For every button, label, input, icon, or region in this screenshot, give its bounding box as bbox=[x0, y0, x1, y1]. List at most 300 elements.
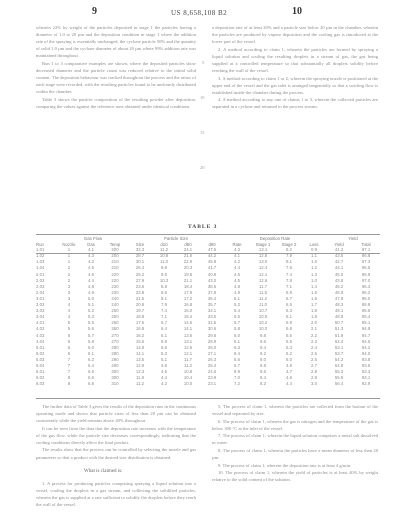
table-cell: 4.4 bbox=[286, 381, 293, 387]
table-cell: 8 bbox=[67, 375, 71, 381]
table-cell: 2.9 bbox=[311, 375, 318, 381]
table-cell: 96.9 bbox=[361, 271, 371, 277]
table-cell: 5.5 bbox=[234, 314, 241, 320]
table-cell: 96.8 bbox=[361, 253, 371, 259]
left-column-bottom bbox=[36, 403, 196, 465]
line-number: 10 bbox=[200, 95, 205, 100]
table-cell: 5.2 bbox=[88, 308, 94, 314]
table-cell: 4.6 bbox=[234, 271, 241, 277]
table-cell: 2.0 bbox=[311, 320, 318, 326]
table-cell: 6.8 bbox=[88, 381, 94, 387]
table-cell: 230 bbox=[111, 283, 119, 289]
column-header: Temp bbox=[109, 241, 121, 247]
table-cell: 11.7 bbox=[259, 283, 268, 289]
table-cell: 4.3 bbox=[234, 247, 241, 253]
table-cell: 12.8 bbox=[258, 253, 268, 259]
table-cell: 3.0 bbox=[311, 381, 318, 387]
table-cell: 12.6 bbox=[183, 344, 193, 350]
table-cell: 92.9 bbox=[361, 381, 371, 387]
table-cell: 35.7 bbox=[207, 302, 217, 308]
paragraph: The further data of Table 3 gives the results of the deposition runs in the continuous operating mode and shows that particle sizes of less than 20 µm can be obtained consistently while the yield remains above 40% throughout. bbox=[36, 404, 196, 424]
table-cell: 40.9 bbox=[207, 271, 217, 277]
table-cell: 9.8 bbox=[260, 332, 267, 338]
claim: 5. The process of claim 1, wherein the particles are collected from the bottom of the vessel and separated by size. bbox=[212, 404, 378, 417]
table-cell: 44.2 bbox=[207, 253, 217, 259]
column-header: Loss bbox=[309, 241, 319, 247]
table-cell: 1.1 bbox=[311, 253, 318, 259]
table-cell: 5.3 bbox=[161, 350, 167, 356]
table-cell: 260 bbox=[111, 326, 119, 332]
table-cell: 2.6 bbox=[311, 356, 318, 362]
table-cell: 94.7 bbox=[361, 332, 371, 338]
claim: 1. A process for producing particles comprising spraying a liquid solution into a vessel, cooling the droplets in a gas stream, and collecting the solidified particles, wherein the gas is supplied at a rate sufficient to solidify the droplets before they reach the wall of the vessel. bbox=[36, 481, 196, 508]
table-cell: 5 bbox=[67, 326, 71, 332]
table-cell: 8.1 bbox=[161, 295, 167, 301]
table-cell: 5.2 bbox=[234, 302, 241, 308]
table-cell: 4.9 bbox=[88, 289, 94, 295]
table-cell: 6 bbox=[67, 350, 71, 356]
table-cell: 4 bbox=[67, 308, 71, 314]
table-cell: 11.5 bbox=[259, 289, 268, 295]
table-cell: 5.7 bbox=[234, 320, 241, 326]
table-cell: 4.4 bbox=[88, 277, 94, 283]
table-cell: 4.02 bbox=[36, 326, 45, 332]
table-cell: 11.7 bbox=[183, 356, 193, 362]
table-cell: 21.6 bbox=[183, 253, 193, 259]
table-cell: 4.3 bbox=[88, 253, 94, 259]
table-body bbox=[36, 247, 380, 387]
table-cell: 93.8 bbox=[361, 356, 371, 362]
table-cell: 12.1 bbox=[183, 350, 193, 356]
claim: 6. The process of claim 1, wherein the gas is nitrogen and the temperature of the gas is below 300 °C at the inlet of the vessel. bbox=[212, 418, 378, 431]
table-cell: 1.8 bbox=[311, 308, 318, 314]
table-cell: 32.3 bbox=[135, 247, 145, 253]
table-cell: 13.0 bbox=[258, 259, 268, 265]
column-header: Run bbox=[36, 241, 44, 247]
claim: 7. The process of claim 1, wherein the liquid solution comprises a metal salt dissolved in water. bbox=[212, 433, 378, 446]
table-cell: 1 bbox=[67, 253, 71, 259]
table-cell: 1.02 bbox=[36, 253, 45, 259]
table-cell: 12.3 bbox=[135, 369, 145, 375]
table-cell: 26.3 bbox=[207, 356, 217, 362]
claim: 4. A method according to any one of claims 1 to 3, wherein the collected particles are separated in a cyclone and returned to the process stream. bbox=[212, 97, 378, 110]
table-cell: 8 bbox=[67, 381, 71, 387]
table-cell: 47.8 bbox=[334, 295, 344, 301]
table-cell: 93.1 bbox=[361, 375, 371, 381]
table-cell: 25.4 bbox=[207, 362, 217, 368]
table-cell: 8.4 bbox=[260, 375, 267, 381]
table-cell: 9.5 bbox=[161, 271, 167, 277]
table-cell: 25.2 bbox=[135, 271, 145, 277]
table-cell: 20.9 bbox=[135, 302, 145, 308]
table-cell: 10.5 bbox=[258, 314, 268, 320]
table-cell: 1.04 bbox=[36, 265, 45, 271]
table-cell: 8.8 bbox=[260, 362, 267, 368]
table-cell: 97.1 bbox=[361, 247, 371, 253]
table-cell: 5.5 bbox=[88, 320, 94, 326]
table-cell: 1.6 bbox=[311, 295, 318, 301]
table-cell: 2.01 bbox=[36, 271, 45, 277]
table-cell: 6.0 bbox=[88, 344, 94, 350]
table-cell: 5 bbox=[67, 320, 71, 326]
table-cell: 6.5 bbox=[88, 369, 94, 375]
table-cell: 19.7 bbox=[135, 308, 145, 314]
table-cell: 210 bbox=[111, 265, 119, 271]
table-cell: 1.9 bbox=[311, 314, 318, 320]
table-cell: 5.3 bbox=[286, 344, 293, 350]
table-cell: 6.6 bbox=[234, 356, 241, 362]
table-cell: 1.2 bbox=[311, 265, 318, 271]
table-cell: 2.4 bbox=[311, 344, 318, 350]
table-cell: 1.3 bbox=[311, 271, 318, 277]
table-cell: 11.0 bbox=[159, 259, 169, 265]
table-cell: 310 bbox=[111, 381, 119, 387]
table-cell: 12.1 bbox=[258, 271, 268, 277]
table-cell: 9.2 bbox=[260, 350, 267, 356]
table-cell: 41.7 bbox=[207, 265, 217, 271]
table-cell: 18.8 bbox=[135, 314, 145, 320]
table-cell: 96.0 bbox=[361, 295, 371, 301]
table-cell: 44.1 bbox=[334, 265, 344, 271]
table-cell: 5.0 bbox=[286, 356, 293, 362]
table-bottom-rule bbox=[36, 398, 380, 399]
table-cell: 43.5 bbox=[334, 253, 344, 259]
table-cell: 6.4 bbox=[234, 350, 241, 356]
table-cell: 8.2 bbox=[286, 247, 293, 253]
table-cell: 8.8 bbox=[161, 283, 167, 289]
paragraph: a deposition rate of at least 20% and a particle size below 20 µm in the chamber, wherein the particles are produced by vapour deposition and the cooling gas is introduced at the lower part of the vessel. bbox=[212, 25, 378, 45]
table-cell: 240 bbox=[111, 302, 119, 308]
table-cell: 6.5 bbox=[286, 302, 293, 308]
table-cell: 300 bbox=[111, 375, 119, 381]
table-cell: 2.5 bbox=[311, 350, 318, 356]
table-cell: 1.4 bbox=[311, 283, 318, 289]
table-cell: 30.6 bbox=[207, 326, 217, 332]
data-table bbox=[36, 236, 380, 387]
table-cell: 6.4 bbox=[161, 326, 167, 332]
table-cell: 4.1 bbox=[234, 253, 241, 259]
table-cell: 2.03 bbox=[36, 283, 45, 289]
patent-number: US 8,658,108 B2 bbox=[171, 9, 228, 17]
table-cell: 6 bbox=[67, 344, 71, 350]
line-number: 15 bbox=[200, 130, 205, 135]
table-cell: 6.3 bbox=[234, 344, 241, 350]
table-cell: 0.9 bbox=[311, 247, 318, 253]
table-cell: 41.2 bbox=[334, 247, 344, 253]
table-cell: 300 bbox=[111, 369, 119, 375]
table-cell: 94.0 bbox=[361, 350, 371, 356]
column-header: Rate bbox=[232, 241, 242, 247]
table-cell: 18.4 bbox=[183, 283, 193, 289]
table-cell: 93.6 bbox=[361, 362, 371, 368]
table-cell: 21.5 bbox=[135, 295, 145, 301]
table-cell: 28.7 bbox=[135, 253, 145, 259]
table-cell: 51.3 bbox=[334, 326, 344, 332]
table-cell: 46.2 bbox=[334, 283, 344, 289]
table-cell: 13.6 bbox=[183, 332, 193, 338]
table-cell: 6.9 bbox=[286, 289, 293, 295]
table-cell: 95.8 bbox=[361, 302, 371, 308]
column-header: Yield bbox=[334, 241, 344, 247]
column-header: d10 bbox=[160, 241, 168, 247]
table-cell: 7.0 bbox=[234, 375, 241, 381]
table-cell: 10.0 bbox=[183, 381, 193, 387]
table-cell: 96.4 bbox=[361, 283, 371, 289]
table-cell: 12.6 bbox=[258, 277, 268, 283]
table-cell: 7.1 bbox=[161, 314, 167, 320]
table-cell: 6.0 bbox=[234, 332, 241, 338]
table-cell: 3.01 bbox=[36, 295, 45, 301]
table-cell: 6.7 bbox=[286, 295, 293, 301]
column-header: Stage 2 bbox=[281, 241, 297, 247]
table-cell: 8.6 bbox=[260, 369, 267, 375]
claim-1 bbox=[36, 480, 196, 510]
table-cell: 21.1 bbox=[183, 277, 193, 283]
table-cell: 220 bbox=[111, 271, 119, 277]
table-cell: 11.2 bbox=[159, 247, 169, 253]
table-cell: 97.3 bbox=[361, 259, 371, 265]
group-header: Particle Size bbox=[164, 236, 188, 242]
table-cell: 17.9 bbox=[183, 289, 193, 295]
table-cell: 15.4 bbox=[183, 314, 193, 320]
table-cell: 49.8 bbox=[334, 314, 344, 320]
table-cell: 3 bbox=[67, 289, 71, 295]
page-number-left: 9 bbox=[92, 6, 97, 17]
table-cell: 22.8 bbox=[135, 289, 145, 295]
table-cell: 22.9 bbox=[183, 259, 193, 265]
table-cell: 28.9 bbox=[207, 338, 217, 344]
table-cell: 270 bbox=[111, 338, 119, 344]
table-cell: 42.7 bbox=[334, 259, 344, 265]
table-cell: 14.8 bbox=[135, 344, 145, 350]
table-cell: 16.0 bbox=[183, 308, 193, 314]
paragraph: The results show that the process can be controlled by selecting the nozzle and gas parameters so that a product with the desired size distribution is obtained. bbox=[36, 447, 196, 460]
table-cell: 7 bbox=[67, 369, 71, 375]
table-cell: 280 bbox=[111, 344, 119, 350]
table-cell: 1.7 bbox=[311, 302, 318, 308]
page-number-right: 10 bbox=[292, 6, 302, 17]
table-cell: 15.5 bbox=[135, 338, 145, 344]
table-cell: 10.3 bbox=[159, 277, 169, 283]
paragraph: wherein 22% by weight of the particles deposited in stage 1 the particles having a diameter of 1.0 to 20 µm and the deposition condition in stage 1 where the addition rate of the spraying is essentially unchanged, the cyclone particle 50% and the quantity of solid 1.0 µm and the cyclone diameter of about 20 µm where 99% addition rate was maintained throughout. bbox=[36, 25, 196, 59]
table-cell: 8.5 bbox=[161, 289, 167, 295]
table-cell: 94.2 bbox=[361, 344, 371, 350]
table-cell: 3 bbox=[67, 295, 71, 301]
table-cell: 2.2 bbox=[311, 332, 318, 338]
table-cell: 14.6 bbox=[183, 320, 193, 326]
table-cell: 10.7 bbox=[258, 308, 268, 314]
table-cell: 5.3 bbox=[88, 314, 94, 320]
table-cell: 7.9 bbox=[286, 253, 293, 259]
table-cell: 1.0 bbox=[311, 277, 318, 283]
table-cell: 5.04 bbox=[36, 362, 45, 368]
table-cell: 45.8 bbox=[207, 259, 217, 265]
table-caption: TABLE 3 bbox=[188, 224, 218, 230]
table-cell: 5.6 bbox=[88, 326, 94, 332]
table-cell: 11.0 bbox=[259, 302, 268, 308]
table-cell: 5.1 bbox=[161, 356, 167, 362]
table-cell: 10.8 bbox=[183, 369, 193, 375]
group-header: Deposition Rate bbox=[259, 236, 291, 242]
table-cell: 34.1 bbox=[207, 308, 217, 314]
table-cell: 280 bbox=[111, 350, 119, 356]
table-cell: 4.8 bbox=[234, 283, 241, 289]
table-cell: 5.1 bbox=[234, 295, 241, 301]
table-cell: 4.2 bbox=[234, 259, 241, 265]
table-cell: 5.7 bbox=[88, 332, 94, 338]
table-cell: 1 bbox=[67, 247, 71, 253]
table-cell: 5.9 bbox=[286, 320, 293, 326]
table-cell: 50.7 bbox=[334, 320, 344, 326]
claim: 8. The process of claim 1, wherein the particles have a mean diameter of less than 20 µm. bbox=[212, 448, 378, 461]
table-cell: 46.9 bbox=[334, 289, 344, 295]
table-cell: 23.9 bbox=[207, 375, 217, 381]
left-column-top bbox=[36, 24, 196, 220]
table-cell: 5.01 bbox=[36, 344, 45, 350]
table-cell: 4.5 bbox=[234, 277, 241, 283]
table-cell: 14.1 bbox=[183, 326, 193, 332]
table-cell: 13.1 bbox=[258, 247, 268, 253]
column-header: Gas bbox=[87, 241, 95, 247]
table-cell: 4.7 bbox=[286, 369, 293, 375]
table-cell: 5 bbox=[67, 332, 71, 338]
table-cell: 1.0 bbox=[311, 259, 318, 265]
claim: 9. The process of claim 1, wherein the deposition rate is at least 4 g/min. bbox=[218, 462, 352, 468]
table-cell: 4.2 bbox=[161, 381, 167, 387]
table-cell: 51.9 bbox=[334, 332, 344, 338]
table-cell: 7.4 bbox=[286, 271, 293, 277]
paragraph: It can be seen from the data that the deposition rate increases with the temperature of the gas flow, while the particle size decreases correspondingly, indicating that the cooling conditions directly affect the final product. bbox=[36, 425, 196, 445]
table-cell: 10.2 bbox=[258, 320, 268, 326]
table-cell: 53.1 bbox=[334, 344, 344, 350]
table-cell: 6.4 bbox=[88, 362, 94, 368]
table-cell: 37.8 bbox=[207, 289, 217, 295]
table-cell: 5.1 bbox=[88, 302, 94, 308]
right-column-bottom bbox=[212, 403, 378, 509]
table-cell: 13.1 bbox=[183, 338, 193, 344]
table-cell: 4.8 bbox=[161, 362, 167, 368]
table-cell: 5.0 bbox=[88, 295, 94, 301]
table-cell: 6.3 bbox=[286, 308, 293, 314]
table-cell: 2.02 bbox=[36, 277, 45, 283]
table-cell: 19.8 bbox=[183, 271, 193, 277]
table-cell: 4.01 bbox=[36, 320, 45, 326]
table-cell: 5.8 bbox=[88, 338, 94, 344]
table-cell: 4.4 bbox=[234, 265, 241, 271]
column-header: Nozzle bbox=[62, 241, 76, 247]
table-cell: 94.9 bbox=[361, 326, 371, 332]
table-cell: 96.2 bbox=[361, 289, 371, 295]
table-cell: 12.4 bbox=[258, 265, 268, 271]
table-cell: 28.0 bbox=[207, 344, 217, 350]
line-number: 5 bbox=[202, 60, 205, 65]
table-cell: 1.01 bbox=[36, 247, 45, 253]
table-cell: 5.03 bbox=[36, 356, 45, 362]
table-cell: 290 bbox=[111, 356, 119, 362]
table-cell: 43.8 bbox=[334, 277, 344, 283]
table-cell: 9.0 bbox=[260, 356, 267, 362]
table-cell: 36.4 bbox=[207, 295, 217, 301]
table-cell: 6.9 bbox=[234, 369, 241, 375]
table-cell: 4.9 bbox=[286, 362, 293, 368]
table-cell: 5.9 bbox=[161, 338, 167, 344]
table-cell: 4.6 bbox=[286, 375, 293, 381]
table-cell: 13.5 bbox=[135, 356, 145, 362]
table-cell: 30.1 bbox=[135, 259, 145, 265]
table-cell: 4.6 bbox=[161, 369, 167, 375]
table-cell: 2.8 bbox=[311, 369, 318, 375]
column-header: Total bbox=[361, 241, 371, 247]
table-cell: 54.8 bbox=[334, 362, 344, 368]
table-top-rule bbox=[36, 234, 380, 235]
column-header: d90 bbox=[208, 241, 216, 247]
table-cell: 11.2 bbox=[183, 362, 193, 368]
table-cell: 4.6 bbox=[88, 271, 94, 277]
table-cell: 6.1 bbox=[88, 350, 94, 356]
table-cell: 27.9 bbox=[135, 277, 145, 283]
table-cell: 4.5 bbox=[88, 265, 94, 271]
table-cell: 10.4 bbox=[183, 375, 193, 381]
table-cell: 4.4 bbox=[161, 375, 167, 381]
table-cell: 240 bbox=[111, 295, 119, 301]
table-cell: 6.6 bbox=[88, 375, 94, 381]
table-cell: 54.2 bbox=[334, 356, 344, 362]
table-cell: 2 bbox=[67, 277, 71, 283]
table-cell: 11.2 bbox=[259, 295, 268, 301]
table-cell: 3.02 bbox=[36, 302, 45, 308]
table-cell: 5.4 bbox=[234, 308, 241, 314]
table-cell: 6.02 bbox=[36, 375, 45, 381]
table-cell: 4.9 bbox=[234, 289, 241, 295]
table-cell: 29.8 bbox=[207, 332, 217, 338]
table-cell: 6.7 bbox=[161, 320, 167, 326]
table-cell: 1.03 bbox=[36, 259, 45, 265]
table-cell: 20.3 bbox=[183, 265, 193, 271]
table-cell: 9.9 bbox=[161, 265, 167, 271]
table-cell: 16.2 bbox=[135, 332, 145, 338]
table-cell: 38.6 bbox=[207, 283, 217, 289]
table-cell: 24.1 bbox=[183, 247, 193, 253]
table-cell: 43.0 bbox=[207, 277, 217, 283]
claim: 10. The process of claim 1, wherein the yield of particles is at least 40% by weight relative to the solid content of the solution. bbox=[212, 470, 378, 483]
claims-heading: What is claimed is: bbox=[84, 469, 123, 474]
table-cell: 27.1 bbox=[207, 350, 217, 356]
table-cell: 6.01 bbox=[36, 369, 45, 375]
table-cell: 6.1 bbox=[286, 314, 293, 320]
table-cell: 16.8 bbox=[183, 302, 193, 308]
right-column-top bbox=[212, 24, 378, 220]
line-number: 20 bbox=[200, 165, 205, 170]
table-cell: 5.8 bbox=[234, 326, 241, 332]
table-cell: 4.8 bbox=[88, 283, 94, 289]
table-cell: 24.6 bbox=[207, 369, 217, 375]
table-cell: 8.1 bbox=[286, 259, 293, 265]
table-cell: 2 bbox=[67, 265, 71, 271]
table-cell: 5.6 bbox=[286, 332, 293, 338]
table-cell: 52.4 bbox=[334, 338, 344, 344]
table-cell: 7.1 bbox=[286, 283, 293, 289]
table-cell: 31.5 bbox=[207, 320, 217, 326]
table-cell: 49.1 bbox=[334, 308, 344, 314]
table-cell: 2.04 bbox=[36, 289, 45, 295]
table-cell: 220 bbox=[111, 277, 119, 283]
table-cell: 5.5 bbox=[286, 338, 293, 344]
table-cell: 210 bbox=[111, 259, 119, 265]
table-cell: 7.2 bbox=[234, 381, 241, 387]
table-cell: 23.1 bbox=[207, 381, 217, 387]
table-cell: 6.1 bbox=[234, 338, 241, 344]
table-cell: 55.9 bbox=[334, 375, 344, 381]
